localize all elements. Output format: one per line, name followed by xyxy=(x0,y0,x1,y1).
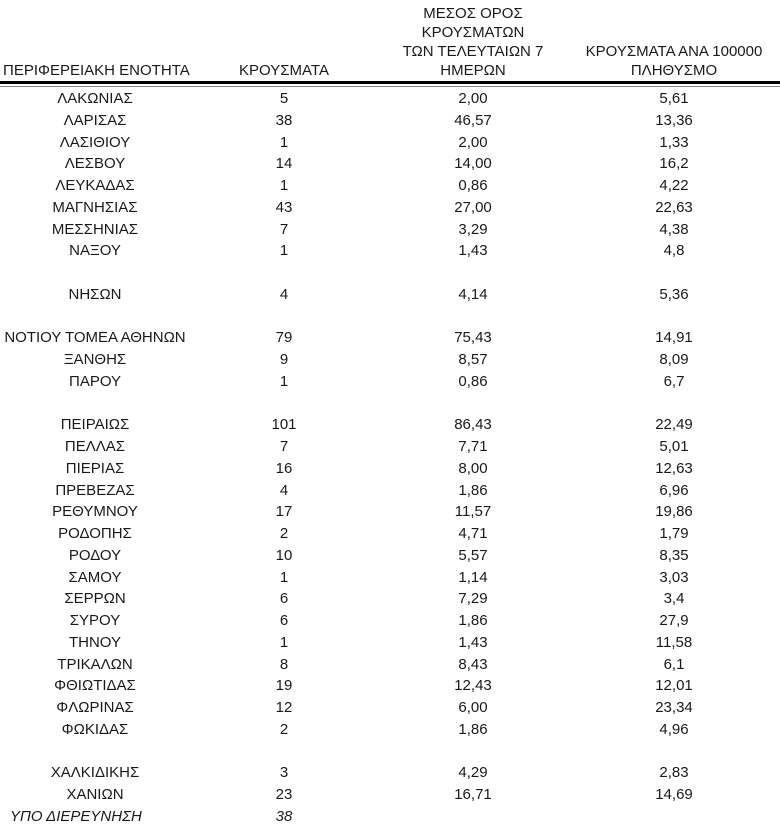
cell-cases: 17 xyxy=(275,503,293,521)
cell-cases: 1 xyxy=(279,133,289,151)
cell-cases: 9 xyxy=(279,351,289,368)
cell-per-100000: 19,86 xyxy=(655,503,693,521)
cell-per-100000: 4,38 xyxy=(659,220,689,238)
cell-avg7-last-7-days: 8,57 xyxy=(458,351,488,368)
cell-region: ΠΡΕΒΕΖΑΣ xyxy=(55,481,135,499)
col-header-avg7-line2: ΤΩΝ ΤΕΛΕΥΤΑΙΩΝ 7 xyxy=(402,43,544,60)
table-header-row xyxy=(0,0,780,81)
cell-avg7-last-7-days: 3,29 xyxy=(458,220,488,238)
table-row xyxy=(0,88,780,110)
cell-per-100000: 3,4 xyxy=(663,590,685,608)
cell-cases: 6 xyxy=(279,612,289,629)
cell-avg7-last-7-days: 1,86 xyxy=(458,612,488,629)
cell-cases: 38 xyxy=(275,111,293,129)
cell-region: ΣΥΡΟΥ xyxy=(69,612,121,629)
cell-avg7-last-7-days: 1,86 xyxy=(458,720,488,738)
cell-per-100000: 6,96 xyxy=(659,481,689,499)
cell-per-100000: 5,01 xyxy=(659,438,689,455)
cell-avg7-last-7-days: 2,00 xyxy=(458,133,488,151)
table-row xyxy=(0,414,780,436)
table-row xyxy=(0,523,780,545)
cell-avg7-last-7-days: 7,29 xyxy=(458,590,488,608)
table-row xyxy=(0,480,780,502)
cell-avg7-last-7-days: 5,57 xyxy=(458,546,488,564)
cell-avg7-last-7-days: 4,71 xyxy=(458,525,488,542)
col-header-avg7-line3: ΗΜΕΡΩΝ xyxy=(440,62,506,79)
cell-region: ΧΑΛΚΙΔΙΚΗΣ xyxy=(50,764,140,782)
cell-cases: 38 xyxy=(275,807,293,825)
cell-per-100000: 8,09 xyxy=(659,351,689,368)
cell-avg7-last-7-days: 4,14 xyxy=(458,285,488,303)
cell-cases: 5 xyxy=(279,90,289,107)
cell-per-100000: 6,1 xyxy=(663,655,685,673)
cell-region: ΝΟΤΙΟΥ ΤΟΜΕΑ ΑΘΗΝΩΝ xyxy=(4,329,186,347)
cell-avg7-last-7-days: 11,57 xyxy=(454,503,492,521)
table-body xyxy=(0,87,780,828)
cell-cases: 1 xyxy=(279,177,289,194)
cell-region: ΝΗΣΩΝ xyxy=(68,285,122,303)
cell-cases: 43 xyxy=(275,198,293,216)
cell-per-100000: 3,03 xyxy=(659,568,689,586)
cell-region: ΛΑΣΙΘΙΟΥ xyxy=(59,133,131,151)
cell-cases: 14 xyxy=(275,155,293,173)
cell-per-100000: 1,79 xyxy=(659,525,689,542)
cell-cases: 4 xyxy=(279,285,289,303)
cell-per-100000: 5,61 xyxy=(659,90,689,107)
cell-cases: 1 xyxy=(279,372,289,390)
table-row-spacer xyxy=(0,262,780,284)
cell-region: ΡΟΔΟΠΗΣ xyxy=(58,525,132,542)
cell-cases: 7 xyxy=(279,220,289,238)
table-row xyxy=(0,654,780,676)
table-row xyxy=(0,197,780,219)
table-row-spacer xyxy=(0,741,780,763)
cell-cases: 2 xyxy=(279,525,289,542)
cell-per-100000: 5,36 xyxy=(659,285,689,303)
cell-region: ΦΩΚΙΔΑΣ xyxy=(61,720,129,738)
cell-region: ΠΑΡΟΥ xyxy=(68,372,122,390)
cell-per-100000: 14,91 xyxy=(655,329,693,347)
cell-avg7-last-7-days: 8,00 xyxy=(458,459,488,477)
cell-avg7-last-7-days: 14,00 xyxy=(454,155,492,173)
cell-region: ΦΛΩΡΙΝΑΣ xyxy=(56,699,134,716)
table-row xyxy=(0,697,780,719)
cell-region: ΠΙΕΡΙΑΣ xyxy=(65,459,125,477)
cell-per-100000: 1,33 xyxy=(659,133,689,151)
cell-avg7-last-7-days: 0,86 xyxy=(458,177,488,194)
table-row xyxy=(0,784,780,806)
cell-cases: 1 xyxy=(279,242,289,260)
cell-cases: 2 xyxy=(279,720,289,738)
cell-cases: 19 xyxy=(275,677,293,695)
col-header-per100k-line1: ΚΡΟΥΣΜΑΤΑ ΑΝΑ 100000 xyxy=(585,43,763,60)
cell-cases: 6 xyxy=(279,590,289,608)
col-header-region: ΠΕΡΙΦΕΡΕΙΑΚΗ ΕΝΟΤΗΤΑ xyxy=(3,62,190,79)
cell-region: ΦΘΙΩΤΙΔΑΣ xyxy=(54,677,136,695)
cell-region: ΤΡΙΚΑΛΩΝ xyxy=(57,655,133,673)
cell-region: ΠΕΛΛΑΣ xyxy=(64,438,126,455)
table-row xyxy=(0,545,780,567)
table-row xyxy=(0,806,780,828)
cell-cases: 1 xyxy=(279,633,289,651)
col-header-per100k-line2: ΠΛΗΘΥΣΜΟ xyxy=(630,62,718,79)
cell-avg7-last-7-days: 8,43 xyxy=(458,655,488,673)
table-row xyxy=(0,675,780,697)
table-row xyxy=(0,436,780,458)
cell-avg7-last-7-days: 27,00 xyxy=(454,198,492,216)
table-row xyxy=(0,132,780,154)
cell-region: ΥΠΟ ΔΙΕΡΕΥΝΗΣΗ xyxy=(10,807,142,825)
cell-region: ΛΑΡΙΣΑΣ xyxy=(63,111,127,129)
cell-region: ΤΗΝΟΥ xyxy=(68,633,122,651)
cell-per-100000: 23,34 xyxy=(655,699,693,716)
cell-avg7-last-7-days: 1,86 xyxy=(458,481,488,499)
cell-region: ΜΕΣΣΗΝΙΑΣ xyxy=(51,220,139,238)
table-row xyxy=(0,762,780,784)
cell-cases: 10 xyxy=(275,546,293,564)
cell-cases: 8 xyxy=(279,655,289,673)
cell-region: ΡΕΘΥΜΝΟΥ xyxy=(52,503,138,521)
cell-region: ΞΑΝΘΗΣ xyxy=(63,351,127,368)
table-row xyxy=(0,501,780,523)
cell-region: ΛΕΥΚΑΔΑΣ xyxy=(55,177,135,194)
cell-avg7-last-7-days: 75,43 xyxy=(454,329,492,347)
cell-avg7-last-7-days: 1,43 xyxy=(458,242,488,260)
cell-cases: 16 xyxy=(275,459,293,477)
cell-per-100000: 6,7 xyxy=(663,372,685,390)
cell-per-100000: 8,35 xyxy=(659,546,689,564)
cell-avg7-last-7-days: 1,43 xyxy=(458,633,488,651)
table-row xyxy=(0,327,780,349)
cell-avg7-last-7-days xyxy=(378,806,568,828)
cell-region: ΜΑΓΝΗΣΙΑΣ xyxy=(52,198,138,216)
table-row xyxy=(0,588,780,610)
table-row xyxy=(0,153,780,175)
cell-per-100000: 4,8 xyxy=(663,242,685,260)
cell-per-100000: 12,01 xyxy=(655,677,693,695)
cell-region: ΣΑΜΟΥ xyxy=(68,568,122,586)
cell-per-100000: 2,83 xyxy=(659,764,689,782)
table-row xyxy=(0,110,780,132)
cell-avg7-last-7-days: 0,86 xyxy=(458,372,488,390)
cell-avg7-last-7-days: 46,57 xyxy=(454,111,492,129)
cell-cases: 101 xyxy=(271,416,297,434)
cell-avg7-last-7-days: 16,71 xyxy=(454,786,492,803)
cell-cases: 4 xyxy=(279,481,289,499)
cell-per-100000: 4,22 xyxy=(659,177,689,194)
cell-cases: 1 xyxy=(279,568,289,586)
table-row xyxy=(0,175,780,197)
table-row xyxy=(0,610,780,632)
table-row-spacer xyxy=(0,393,780,415)
cell-region: ΝΑΞΟΥ xyxy=(69,242,121,260)
cell-avg7-last-7-days: 4,29 xyxy=(458,764,488,782)
table-row xyxy=(0,349,780,371)
cell-region: ΛΑΚΩΝΙΑΣ xyxy=(57,90,133,107)
col-header-avg7 xyxy=(378,4,568,81)
cell-avg7-last-7-days: 12,43 xyxy=(454,677,492,695)
cell-per-100000: 11,58 xyxy=(655,633,693,651)
cell-cases: 7 xyxy=(279,438,289,455)
cell-avg7-last-7-days: 2,00 xyxy=(458,90,488,107)
cell-region: ΡΟΔΟΥ xyxy=(68,546,122,564)
cell-per-100000: 27,9 xyxy=(659,612,689,629)
table-row xyxy=(0,284,780,306)
col-header-per100k xyxy=(568,42,780,81)
cell-region: ΠΕΙΡΑΙΩΣ xyxy=(60,416,130,434)
cell-cases: 12 xyxy=(275,699,293,716)
table-row xyxy=(0,567,780,589)
cell-cases: 23 xyxy=(275,786,293,803)
table-row xyxy=(0,371,780,393)
col-header-cases: ΚΡΟΥΣΜΑΤΑ xyxy=(239,62,329,79)
cell-region: ΛΕΣΒΟΥ xyxy=(64,155,126,173)
cell-region: ΧΑΝΙΩΝ xyxy=(66,786,124,803)
cell-avg7-last-7-days: 86,43 xyxy=(454,416,492,434)
cell-avg7-last-7-days: 7,71 xyxy=(458,438,488,455)
table-row xyxy=(0,632,780,654)
cell-per-100000: 22,63 xyxy=(655,198,693,216)
cell-per-100000: 14,69 xyxy=(655,786,693,803)
table-row xyxy=(0,458,780,480)
cell-per-100000: 12,63 xyxy=(655,459,693,477)
cell-cases: 79 xyxy=(275,329,293,347)
table-row xyxy=(0,719,780,741)
table-row xyxy=(0,219,780,241)
col-header-avg7-line1: ΜΕΣΟΣ ΟΡΟΣ ΚΡΟΥΣΜΑΤΩΝ xyxy=(421,5,525,41)
table-row-spacer xyxy=(0,306,780,328)
cell-per-100000: 16,2 xyxy=(659,155,689,173)
cell-per-100000: 22,49 xyxy=(655,416,693,434)
cell-per-100000 xyxy=(568,806,780,828)
cell-per-100000: 13,36 xyxy=(655,111,693,129)
cell-per-100000: 4,96 xyxy=(659,720,689,738)
table-row xyxy=(0,240,780,262)
cell-avg7-last-7-days: 6,00 xyxy=(458,699,488,716)
cell-cases: 3 xyxy=(279,764,289,782)
cell-avg7-last-7-days: 1,14 xyxy=(458,568,488,586)
cell-region: ΣΕΡΡΩΝ xyxy=(64,590,126,608)
